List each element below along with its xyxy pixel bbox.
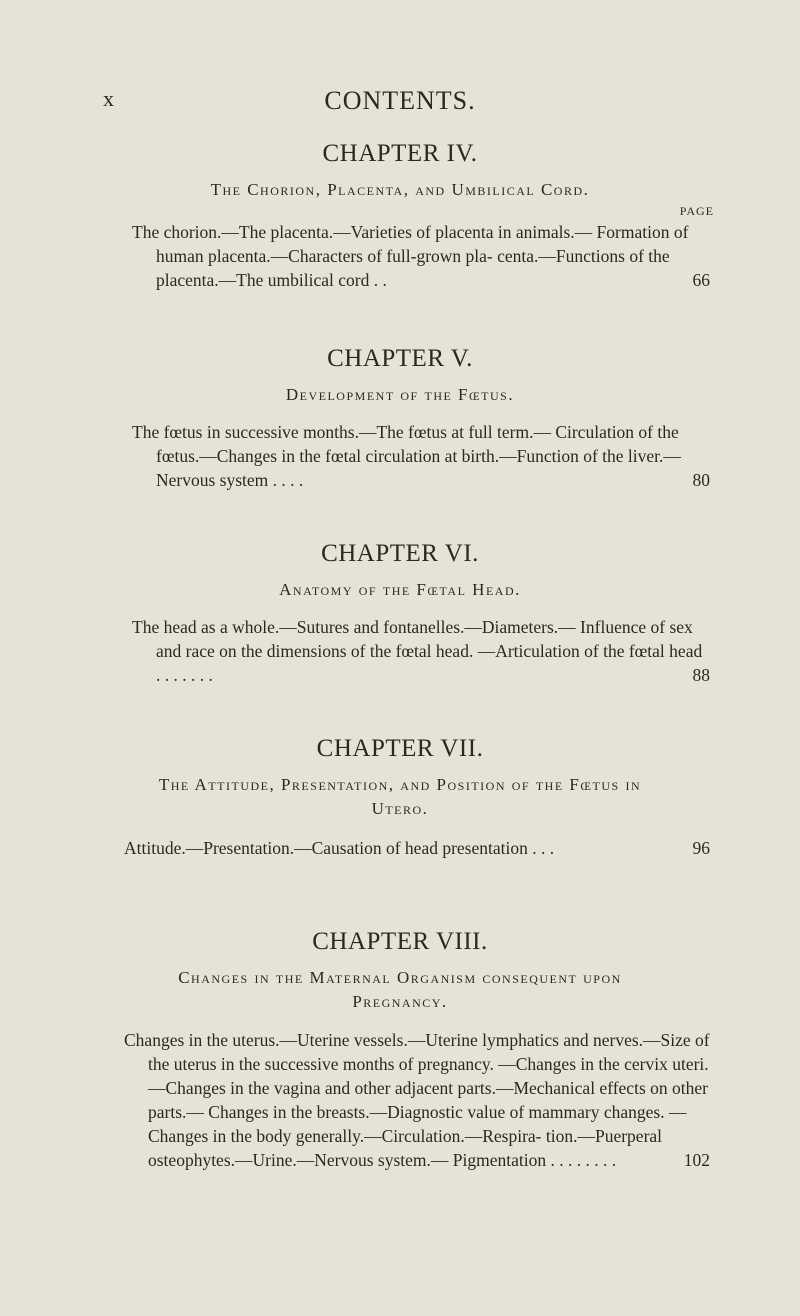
chapter-8-contents — [124, 1028, 710, 1172]
chapter-subtitle: The Chorion, Placenta, and Umbilical Cord. — [210, 180, 590, 199]
chapter-7-contents — [124, 836, 710, 860]
chapter-page-number: 80 — [692, 470, 710, 490]
chapter-8 — [0, 928, 800, 1014]
chapter-heading: CHAPTER VII. — [316, 735, 484, 762]
chapter-contents-text: The chorion.—The placenta.—Varieties of placenta in animals.— Formation of human placenta.—Characters of full-grown pla- centa.—Functions of the placenta.—The umbilical cord . . — [132, 222, 689, 290]
chapter-subtitle: The Attitude, Presentation, and Position of the Fœtus in Utero. — [158, 775, 642, 818]
page-header — [0, 86, 800, 116]
chapter-page-number: 66 — [692, 270, 710, 290]
chapter-7 — [0, 735, 800, 821]
chapter-subtitle: Changes in the Maternal Organism consequent upon Pregnancy. — [178, 968, 622, 1011]
chapter-page-number: 96 — [692, 838, 710, 858]
page-roman-numeral: x — [103, 86, 114, 111]
chapter-contents-text: Attitude.—Presentation.—Causation of head presentation . . . — [124, 838, 555, 858]
chapter-4-contents — [132, 220, 710, 292]
chapter-5-contents — [132, 420, 710, 492]
chapter-5 — [0, 345, 800, 407]
chapter-contents-text: Changes in the uterus.—Uterine vessels.—Uterine lymphatics and nerves.—Size of the uterus in the successive months of pregnancy. —Changes in the cervix uteri.—Changes in the vagina and other adjacent parts.—Mechanical effects on other parts.— Changes in the breasts.—Diagnostic value of mammary changes. —Changes in the body generally.—Circulation.—Respira- tion.—Puerperal osteophytes.—Urine.—Nervous system.— Pigmentation . . . . . . . . — [124, 1030, 710, 1170]
page-column-label: PAGE — [679, 204, 714, 218]
page-title: CONTENTS. — [324, 86, 476, 115]
chapter-page-number: 102 — [683, 1150, 710, 1170]
chapter-contents-text: The fœtus in successive months.—The fœtus at full term.— Circulation of the fœtus.—Changes in the fœtal circulation at birth.—Function of the liver.—Nervous system . . . . — [132, 422, 681, 490]
chapter-page-number: 88 — [692, 665, 710, 685]
chapter-heading: CHAPTER IV. — [322, 140, 478, 167]
chapter-heading: CHAPTER VIII. — [312, 928, 488, 955]
chapter-heading: CHAPTER VI. — [321, 540, 479, 567]
chapter-contents-text: The head as a whole.—Sutures and fontanelles.—Diameters.— Influence of sex and race on the dimensions of the fœtal head. —Articulation of the fœtal head . . . . . . . — [132, 617, 703, 685]
chapter-heading: CHAPTER V. — [327, 345, 473, 372]
chapter-4 — [0, 140, 800, 202]
chapter-6-contents — [132, 615, 710, 687]
chapter-6 — [0, 540, 800, 602]
chapter-subtitle: Anatomy of the Fœtal Head. — [279, 580, 521, 599]
chapter-subtitle: Development of the Fœtus. — [285, 385, 515, 404]
